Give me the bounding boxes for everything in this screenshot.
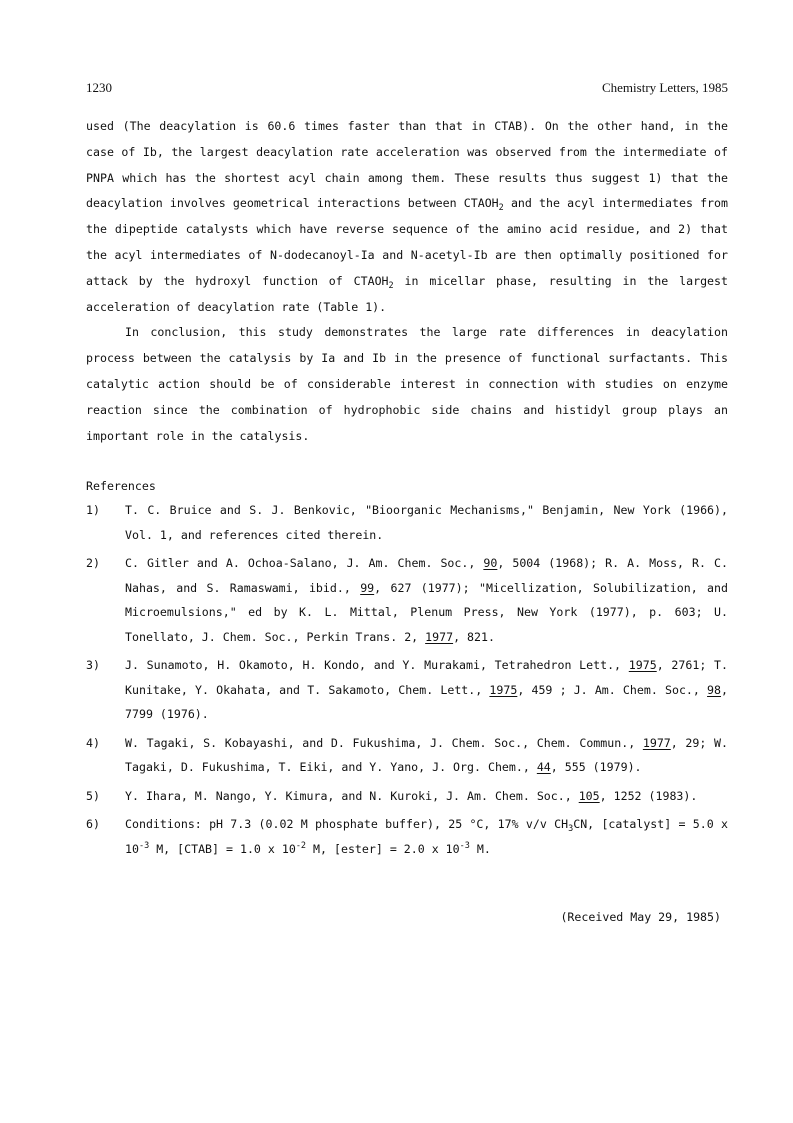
volume-number: 44: [536, 760, 551, 775]
reference-4: [86, 731, 728, 780]
subscript: 2: [388, 280, 394, 291]
text-run: J. Sunamoto, H. Okamoto, H. Kondo, and Y. Murakami, Tetrahedron Lett.,: [125, 658, 629, 673]
volume-number: 105: [578, 788, 600, 803]
text-run: CN, [catalyst] = 5.0 x 10: [125, 817, 728, 856]
references-heading: References: [86, 479, 156, 494]
journal-title: Chemistry Letters, 1985: [601, 80, 728, 95]
text-run: , 1252 (1983).: [599, 788, 698, 803]
text-run: and the acyl intermediates from the dipeptide catalysts which have reverse sequence of the amino acid residue, and 2) that the acyl intermediates of N-dodecanoyl-Ia and N-acetyl-Ib are then optimally positioned for attack by the hydroxyl function of CTAOH: [86, 196, 728, 288]
running-header: [86, 80, 728, 98]
superscript: -3: [138, 840, 150, 851]
subscript: 3: [568, 824, 574, 835]
reference-3: [86, 653, 728, 727]
superscript: -3: [459, 840, 470, 851]
reference-number: 3): [86, 658, 100, 673]
reference-number: 6): [86, 817, 100, 832]
volume-number: 99: [360, 580, 375, 595]
text-run: M, [ester] = 2.0 x 10: [306, 841, 460, 856]
reference-6: [86, 812, 728, 861]
text-run: Conditions: pH 7.3 (0.02 M phosphate buffer), 25 °C, 17% v/v CH: [125, 817, 569, 832]
subscript: 2: [498, 203, 504, 214]
received-date: (Received May 29, 1985): [560, 910, 721, 924]
page-number: 1230: [86, 80, 112, 95]
reference-number: 5): [86, 788, 100, 803]
text-run: , 2761; T. Kunitake, Y. Okahata, and T. Sakamoto, Chem. Lett.,: [125, 658, 728, 697]
volume-number: 90: [483, 556, 498, 571]
reference-5: [86, 784, 728, 809]
reference-number: 2): [86, 556, 100, 571]
reference-number: 1): [86, 503, 100, 518]
volume-number: 98: [707, 682, 722, 697]
paragraph-results: [86, 114, 728, 320]
text-run: , 627 (1977); "Micellization, Solubilization, and Microemulsions," ed by K. L. Mittal, Plenum Press, New York (1977), p. 603; U. Tonellato, J. Chem. Soc., Perkin Trans. 2,: [125, 580, 728, 644]
text-run: , 29; W. Tagaki, D. Fukushima, T. Eiki, and Y. Yano, J. Org. Chem.,: [125, 735, 729, 775]
text-run: , 821.: [453, 629, 495, 644]
paragraph-conclusion: In conclusion, this study demonstrates the large rate differences in deacylation process between the catalysis by Ia and Ib in the presence of functional surfactants. This catalytic action should be of considerable interest in connection with studies on enzyme reaction since the combination of hydrophobic side chains and histidyl group plays an important role in the catalysis.: [86, 325, 728, 443]
volume-number: 1977: [642, 735, 671, 750]
text-run: used (The deacylation is 60.6 times faster than that in CTAB). On the other hand, in the case of Ib, the largest deacylation rate acceleration was observed from the intermediate of PNPA which has the shortest acyl chain among them. These results thus suggest 1) that the deacylation involves geometrical interactions between CTAOH: [86, 119, 728, 211]
volume-number: 1975: [628, 658, 657, 673]
reference-number: 4): [86, 735, 100, 750]
text-run: , 5004 (1968); R. A. Moss, R. C. Nahas, and S. Ramaswami, ibid.,: [125, 556, 728, 595]
text-run: C. Gitler and A. Ochoa-Salano, J. Am. Chem. Soc.,: [125, 556, 484, 571]
volume-number: 1977: [425, 629, 454, 644]
text-run: , 459 ; J. Am. Chem. Soc.,: [517, 682, 708, 697]
text-run: M.: [469, 841, 491, 856]
text-run: , 7799 (1976).: [125, 682, 728, 722]
reference-2: [86, 551, 728, 649]
text-run: T. C. Bruice and S. J. Benkovic, "Bioorganic Mechanisms," Benjamin, New York (1966), Vol. 1, and references cited therein.: [125, 503, 728, 542]
reference-1: [86, 498, 728, 547]
article-body: [86, 114, 728, 861]
text-run: in micellar phase, resulting in the largest acceleration of deacylation rate (Table 1).: [86, 273, 728, 314]
superscript: -2: [295, 840, 307, 851]
text-run: Y. Ihara, M. Nango, Y. Kimura, and N. Kuroki, J. Am. Chem. Soc.,: [125, 788, 579, 803]
text-run: W. Tagaki, S. Kobayashi, and D. Fukushima, J. Chem. Soc., Chem. Commun.,: [125, 735, 643, 750]
text-run: M, [CTAB] = 1.0 x 10: [149, 841, 296, 856]
text-run: , 555 (1979).: [550, 760, 642, 775]
volume-number: 1975: [489, 682, 518, 697]
